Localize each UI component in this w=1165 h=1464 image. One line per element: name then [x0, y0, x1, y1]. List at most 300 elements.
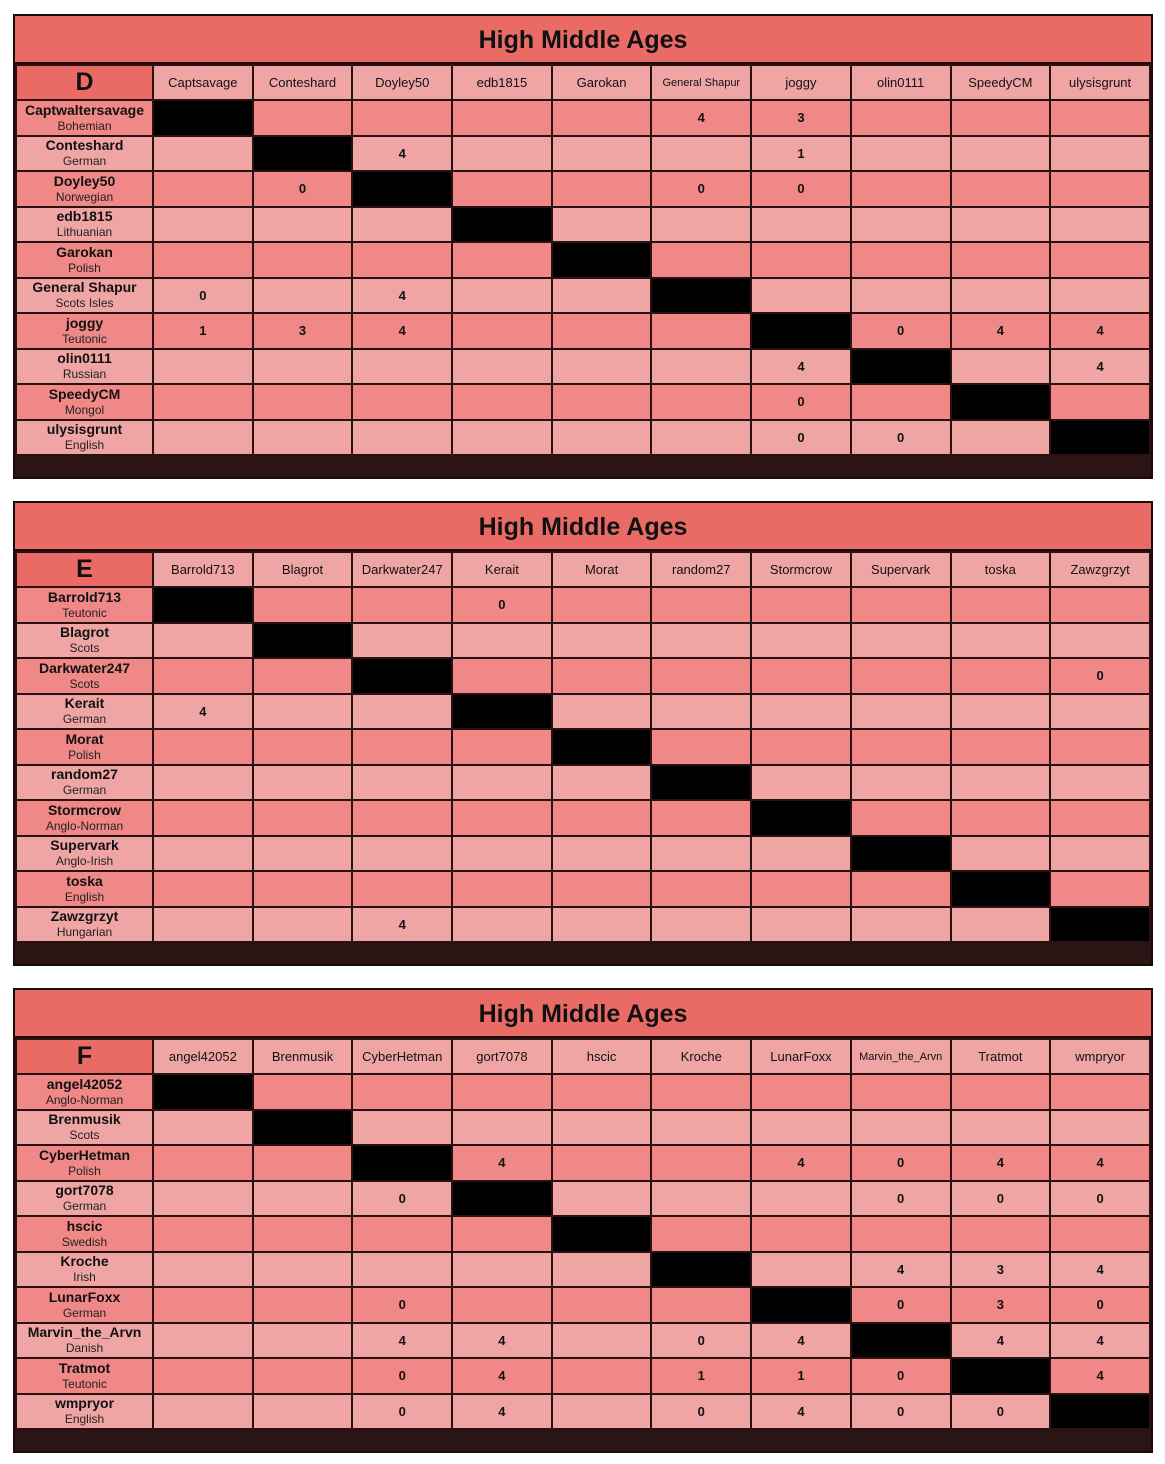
score-cell: [352, 1216, 452, 1252]
score-cell: 4: [452, 1145, 552, 1181]
score-cell: [452, 729, 552, 765]
score-cell: [751, 765, 851, 801]
score-cell: [253, 765, 353, 801]
player-civ: Scots: [69, 1128, 100, 1143]
row-header: [16, 1216, 153, 1252]
score-cell: 4: [352, 136, 452, 172]
diagonal-cell: [552, 1216, 652, 1252]
score-cell: [651, 1074, 751, 1110]
table-row: [16, 242, 1150, 278]
score-cell: [851, 623, 951, 659]
diagonal-cell: [452, 1181, 552, 1217]
group-f-table: [13, 988, 1153, 1453]
column-header: Kerait: [452, 552, 552, 587]
column-header: Doyley50: [352, 65, 452, 100]
score-cell: 4: [352, 907, 452, 943]
score-cell: 4: [352, 313, 452, 349]
score-cell: [153, 1252, 253, 1288]
score-cell: [851, 384, 951, 420]
row-header: [16, 100, 153, 136]
score-cell: 4: [751, 1323, 851, 1359]
results-grid: [15, 64, 1151, 456]
player-name: Supervark: [50, 837, 119, 854]
score-cell: 4: [751, 1394, 851, 1430]
score-cell: [851, 871, 951, 907]
column-header: LunarFoxx: [751, 1039, 851, 1074]
column-header: toska: [951, 552, 1051, 587]
score-cell: [153, 171, 253, 207]
score-cell: 4: [851, 1252, 951, 1288]
score-cell: [651, 1287, 751, 1323]
results-grid: [15, 1038, 1151, 1430]
score-cell: [951, 420, 1051, 456]
score-cell: 3: [253, 313, 353, 349]
score-cell: [552, 1358, 652, 1394]
column-header: SpeedyCM: [951, 65, 1051, 100]
row-header: [16, 1287, 153, 1323]
score-cell: [253, 1145, 353, 1181]
score-cell: [1050, 278, 1150, 314]
player-name: Darkwater247: [38, 659, 131, 676]
score-cell: [651, 907, 751, 943]
score-cell: [951, 278, 1051, 314]
diagonal-cell: [253, 1110, 353, 1146]
player-name: Doyley50: [53, 172, 116, 189]
score-cell: [1050, 694, 1150, 730]
player-civ: Polish: [68, 1163, 101, 1178]
score-cell: [552, 1394, 652, 1430]
row-header: [16, 871, 153, 907]
score-cell: 4: [951, 1323, 1051, 1359]
diagonal-cell: [153, 1074, 253, 1110]
score-cell: [1050, 242, 1150, 278]
row-header: [16, 136, 153, 172]
player-civ: Russian: [62, 367, 107, 382]
score-cell: [153, 1323, 253, 1359]
score-cell: 0: [751, 420, 851, 456]
score-cell: 0: [352, 1287, 452, 1323]
table-row: [16, 907, 1150, 943]
score-cell: [452, 1287, 552, 1323]
score-cell: 4: [452, 1323, 552, 1359]
player-civ: Hungarian: [56, 925, 113, 940]
score-cell: [851, 207, 951, 243]
score-cell: [352, 420, 452, 456]
score-cell: [751, 1252, 851, 1288]
table-row: [16, 171, 1150, 207]
score-cell: [352, 1074, 452, 1110]
player-civ: Teutonic: [62, 331, 107, 346]
player-name: angel42052: [46, 1075, 123, 1092]
score-cell: [1050, 136, 1150, 172]
results-grid: [15, 551, 1151, 943]
player-civ: Polish: [68, 260, 101, 275]
score-cell: 0: [352, 1394, 452, 1430]
row-header: [16, 1252, 153, 1288]
player-name: olin0111: [57, 350, 112, 367]
column-header: CyberHetman: [352, 1039, 452, 1074]
score-cell: [851, 907, 951, 943]
score-cell: [951, 729, 1051, 765]
score-cell: [253, 1394, 353, 1430]
score-cell: [153, 242, 253, 278]
score-cell: [253, 1074, 353, 1110]
score-cell: [651, 587, 751, 623]
player-civ: Scots: [69, 641, 100, 656]
player-name: Conteshard: [45, 137, 124, 154]
player-civ: German: [62, 1199, 107, 1214]
column-header: edb1815: [452, 65, 552, 100]
player-civ: German: [62, 1305, 107, 1320]
score-cell: [751, 278, 851, 314]
score-cell: [851, 800, 951, 836]
diagonal-cell: [253, 623, 353, 659]
column-header: ulysisgrunt: [1050, 65, 1150, 100]
table-title: High Middle Ages: [15, 990, 1151, 1038]
player-name: joggy: [65, 314, 104, 331]
score-cell: [552, 658, 652, 694]
player-civ: German: [62, 712, 107, 727]
group-label: F: [16, 1039, 153, 1074]
score-cell: 0: [951, 1394, 1051, 1430]
table-row: [16, 1110, 1150, 1146]
score-cell: 4: [951, 1145, 1051, 1181]
score-cell: [552, 871, 652, 907]
score-cell: [552, 765, 652, 801]
score-cell: [153, 729, 253, 765]
score-cell: [452, 836, 552, 872]
row-header: [16, 420, 153, 456]
score-cell: [452, 907, 552, 943]
score-cell: [153, 1287, 253, 1323]
score-cell: [253, 729, 353, 765]
score-cell: [851, 100, 951, 136]
player-civ: Lithuanian: [56, 225, 113, 240]
score-cell: [1050, 623, 1150, 659]
diagonal-cell: [751, 800, 851, 836]
diagonal-cell: [851, 1323, 951, 1359]
score-cell: [153, 623, 253, 659]
score-cell: 1: [153, 313, 253, 349]
diagonal-cell: [153, 100, 253, 136]
row-header: [16, 171, 153, 207]
player-civ: Teutonic: [62, 605, 107, 620]
score-cell: [951, 207, 1051, 243]
score-cell: [552, 694, 652, 730]
player-name: Garokan: [56, 243, 113, 260]
row-header: [16, 1323, 153, 1359]
score-cell: 0: [153, 278, 253, 314]
score-cell: [352, 836, 452, 872]
score-cell: [951, 765, 1051, 801]
score-cell: [651, 1216, 751, 1252]
score-cell: [452, 800, 552, 836]
score-cell: 4: [452, 1358, 552, 1394]
score-cell: 4: [452, 1394, 552, 1430]
score-cell: [552, 1074, 652, 1110]
score-cell: 1: [751, 1358, 851, 1394]
column-header: Tratmot: [951, 1039, 1051, 1074]
score-cell: 3: [751, 100, 851, 136]
diagonal-cell: [352, 658, 452, 694]
score-cell: [951, 836, 1051, 872]
row-header: [16, 278, 153, 314]
table-row: [16, 1145, 1150, 1181]
column-header: gort7078: [452, 1039, 552, 1074]
score-cell: [253, 420, 353, 456]
score-cell: [951, 100, 1051, 136]
table-row: [16, 623, 1150, 659]
score-cell: 4: [651, 100, 751, 136]
score-cell: 0: [751, 171, 851, 207]
score-cell: [452, 420, 552, 456]
score-cell: [552, 1323, 652, 1359]
player-civ: Scots Isles: [55, 296, 114, 311]
player-name: Blagrot: [60, 624, 109, 641]
score-cell: [352, 349, 452, 385]
header-row: [16, 552, 1150, 587]
row-header: [16, 729, 153, 765]
score-cell: [253, 871, 353, 907]
player-name: Brenmusik: [48, 1111, 121, 1128]
score-cell: [651, 420, 751, 456]
diagonal-cell: [352, 171, 452, 207]
score-cell: [352, 1252, 452, 1288]
score-cell: [153, 1358, 253, 1394]
score-cell: 0: [352, 1358, 452, 1394]
score-cell: [253, 800, 353, 836]
row-header: [16, 207, 153, 243]
score-cell: [751, 587, 851, 623]
row-header: [16, 907, 153, 943]
score-cell: [153, 1181, 253, 1217]
player-name: wmpryor: [54, 1395, 115, 1412]
score-cell: [253, 278, 353, 314]
column-header: Zawzgrzyt: [1050, 552, 1150, 587]
diagonal-cell: [651, 278, 751, 314]
score-cell: [751, 1181, 851, 1217]
score-cell: [352, 694, 452, 730]
score-cell: [452, 765, 552, 801]
player-name: Kerait: [64, 695, 105, 712]
table-row: [16, 1216, 1150, 1252]
score-cell: [552, 587, 652, 623]
score-cell: 4: [1050, 1323, 1150, 1359]
score-cell: [552, 1110, 652, 1146]
score-cell: [751, 729, 851, 765]
score-cell: [352, 729, 452, 765]
score-cell: [552, 207, 652, 243]
player-civ: German: [62, 154, 107, 169]
score-cell: [651, 1181, 751, 1217]
player-name: CyberHetman: [38, 1146, 131, 1163]
score-cell: [1050, 800, 1150, 836]
score-cell: [452, 384, 552, 420]
score-cell: 4: [1050, 1252, 1150, 1288]
column-header: General Shapur: [651, 65, 751, 100]
score-cell: [751, 1074, 851, 1110]
column-header: Blagrot: [253, 552, 353, 587]
score-cell: [951, 1110, 1051, 1146]
score-cell: [253, 242, 353, 278]
score-cell: [651, 136, 751, 172]
score-cell: [452, 313, 552, 349]
score-cell: [253, 836, 353, 872]
score-cell: [552, 171, 652, 207]
column-header: joggy: [751, 65, 851, 100]
score-cell: [751, 1216, 851, 1252]
score-cell: [851, 729, 951, 765]
column-header: Stormcrow: [751, 552, 851, 587]
player-name: Stormcrow: [47, 801, 122, 818]
player-name: Morat: [65, 730, 104, 747]
column-header: olin0111: [851, 65, 951, 100]
score-cell: [552, 278, 652, 314]
column-header: wmpryor: [1050, 1039, 1150, 1074]
score-cell: [751, 658, 851, 694]
score-cell: [751, 623, 851, 659]
diagonal-cell: [951, 871, 1051, 907]
score-cell: [253, 1323, 353, 1359]
score-cell: 3: [951, 1252, 1051, 1288]
score-cell: [552, 349, 652, 385]
score-cell: [951, 694, 1051, 730]
score-cell: [851, 587, 951, 623]
table-row: [16, 1252, 1150, 1288]
table-title: High Middle Ages: [15, 503, 1151, 551]
column-header: random27: [651, 552, 751, 587]
score-cell: [1050, 171, 1150, 207]
player-civ: Swedish: [61, 1234, 108, 1249]
score-cell: [253, 907, 353, 943]
table-row: [16, 871, 1150, 907]
player-civ: Irish: [73, 1270, 96, 1285]
score-cell: [452, 658, 552, 694]
score-cell: [552, 1287, 652, 1323]
score-cell: 1: [751, 136, 851, 172]
score-cell: [552, 384, 652, 420]
score-cell: 0: [951, 1181, 1051, 1217]
score-cell: [1050, 1074, 1150, 1110]
score-cell: [1050, 765, 1150, 801]
score-cell: [253, 1252, 353, 1288]
score-cell: [951, 907, 1051, 943]
score-cell: [352, 1110, 452, 1146]
score-cell: [253, 1287, 353, 1323]
diagonal-cell: [751, 1287, 851, 1323]
column-header: Darkwater247: [352, 552, 452, 587]
diagonal-cell: [452, 207, 552, 243]
score-cell: [253, 100, 353, 136]
score-cell: 3: [951, 1287, 1051, 1323]
player-name: edb1815: [56, 208, 113, 225]
table-row: [16, 349, 1150, 385]
score-cell: 0: [651, 1394, 751, 1430]
score-cell: [153, 1394, 253, 1430]
player-name: Tratmot: [58, 1359, 111, 1376]
score-cell: 4: [1050, 1358, 1150, 1394]
score-cell: [1050, 587, 1150, 623]
score-cell: [751, 871, 851, 907]
score-cell: 4: [1050, 1145, 1150, 1181]
score-cell: [951, 349, 1051, 385]
diagonal-cell: [552, 242, 652, 278]
row-header: [16, 1358, 153, 1394]
score-cell: 0: [1050, 1181, 1150, 1217]
score-cell: [552, 800, 652, 836]
table-row: [16, 207, 1150, 243]
score-cell: [352, 765, 452, 801]
diagonal-cell: [851, 836, 951, 872]
score-cell: [253, 207, 353, 243]
table-row: [16, 1394, 1150, 1430]
player-civ: Teutonic: [62, 1376, 107, 1391]
score-cell: [651, 349, 751, 385]
player-name: Marvin_the_Arvn: [27, 1324, 142, 1341]
player-civ: Polish: [68, 747, 101, 762]
score-cell: [1050, 871, 1150, 907]
diagonal-cell: [651, 765, 751, 801]
score-cell: [452, 1110, 552, 1146]
score-cell: [352, 242, 452, 278]
score-cell: [352, 871, 452, 907]
score-cell: 0: [651, 171, 751, 207]
column-header: Kroche: [651, 1039, 751, 1074]
score-cell: [253, 1358, 353, 1394]
diagonal-cell: [851, 349, 951, 385]
group-label: D: [16, 65, 153, 100]
score-cell: [153, 658, 253, 694]
diagonal-cell: [751, 313, 851, 349]
score-cell: [153, 800, 253, 836]
score-cell: 4: [352, 1323, 452, 1359]
score-cell: [153, 907, 253, 943]
player-name: LunarFoxx: [48, 1288, 121, 1305]
score-cell: [552, 420, 652, 456]
score-cell: 4: [751, 1145, 851, 1181]
player-name: General Shapur: [32, 279, 137, 296]
score-cell: 0: [851, 1358, 951, 1394]
row-header: [16, 765, 153, 801]
score-cell: [552, 1181, 652, 1217]
player-name: Captwaltersavage: [24, 101, 145, 118]
score-cell: [352, 800, 452, 836]
score-cell: [851, 278, 951, 314]
table-row: [16, 1287, 1150, 1323]
column-header: Conteshard: [253, 65, 353, 100]
table-row: [16, 420, 1150, 456]
player-civ: Bohemian: [57, 118, 112, 133]
score-cell: [651, 623, 751, 659]
score-cell: 0: [851, 1287, 951, 1323]
score-cell: [1050, 836, 1150, 872]
score-cell: [153, 420, 253, 456]
table-row: [16, 313, 1150, 349]
score-cell: [352, 384, 452, 420]
score-cell: [253, 1216, 353, 1252]
score-cell: 1: [651, 1358, 751, 1394]
diagonal-cell: [253, 136, 353, 172]
diagonal-cell: [153, 587, 253, 623]
score-cell: [751, 694, 851, 730]
table-row: [16, 100, 1150, 136]
row-header: [16, 242, 153, 278]
score-cell: [253, 384, 353, 420]
player-civ: Anglo-Norman: [45, 1092, 124, 1107]
score-cell: [352, 623, 452, 659]
table-row: [16, 384, 1150, 420]
score-cell: [651, 207, 751, 243]
